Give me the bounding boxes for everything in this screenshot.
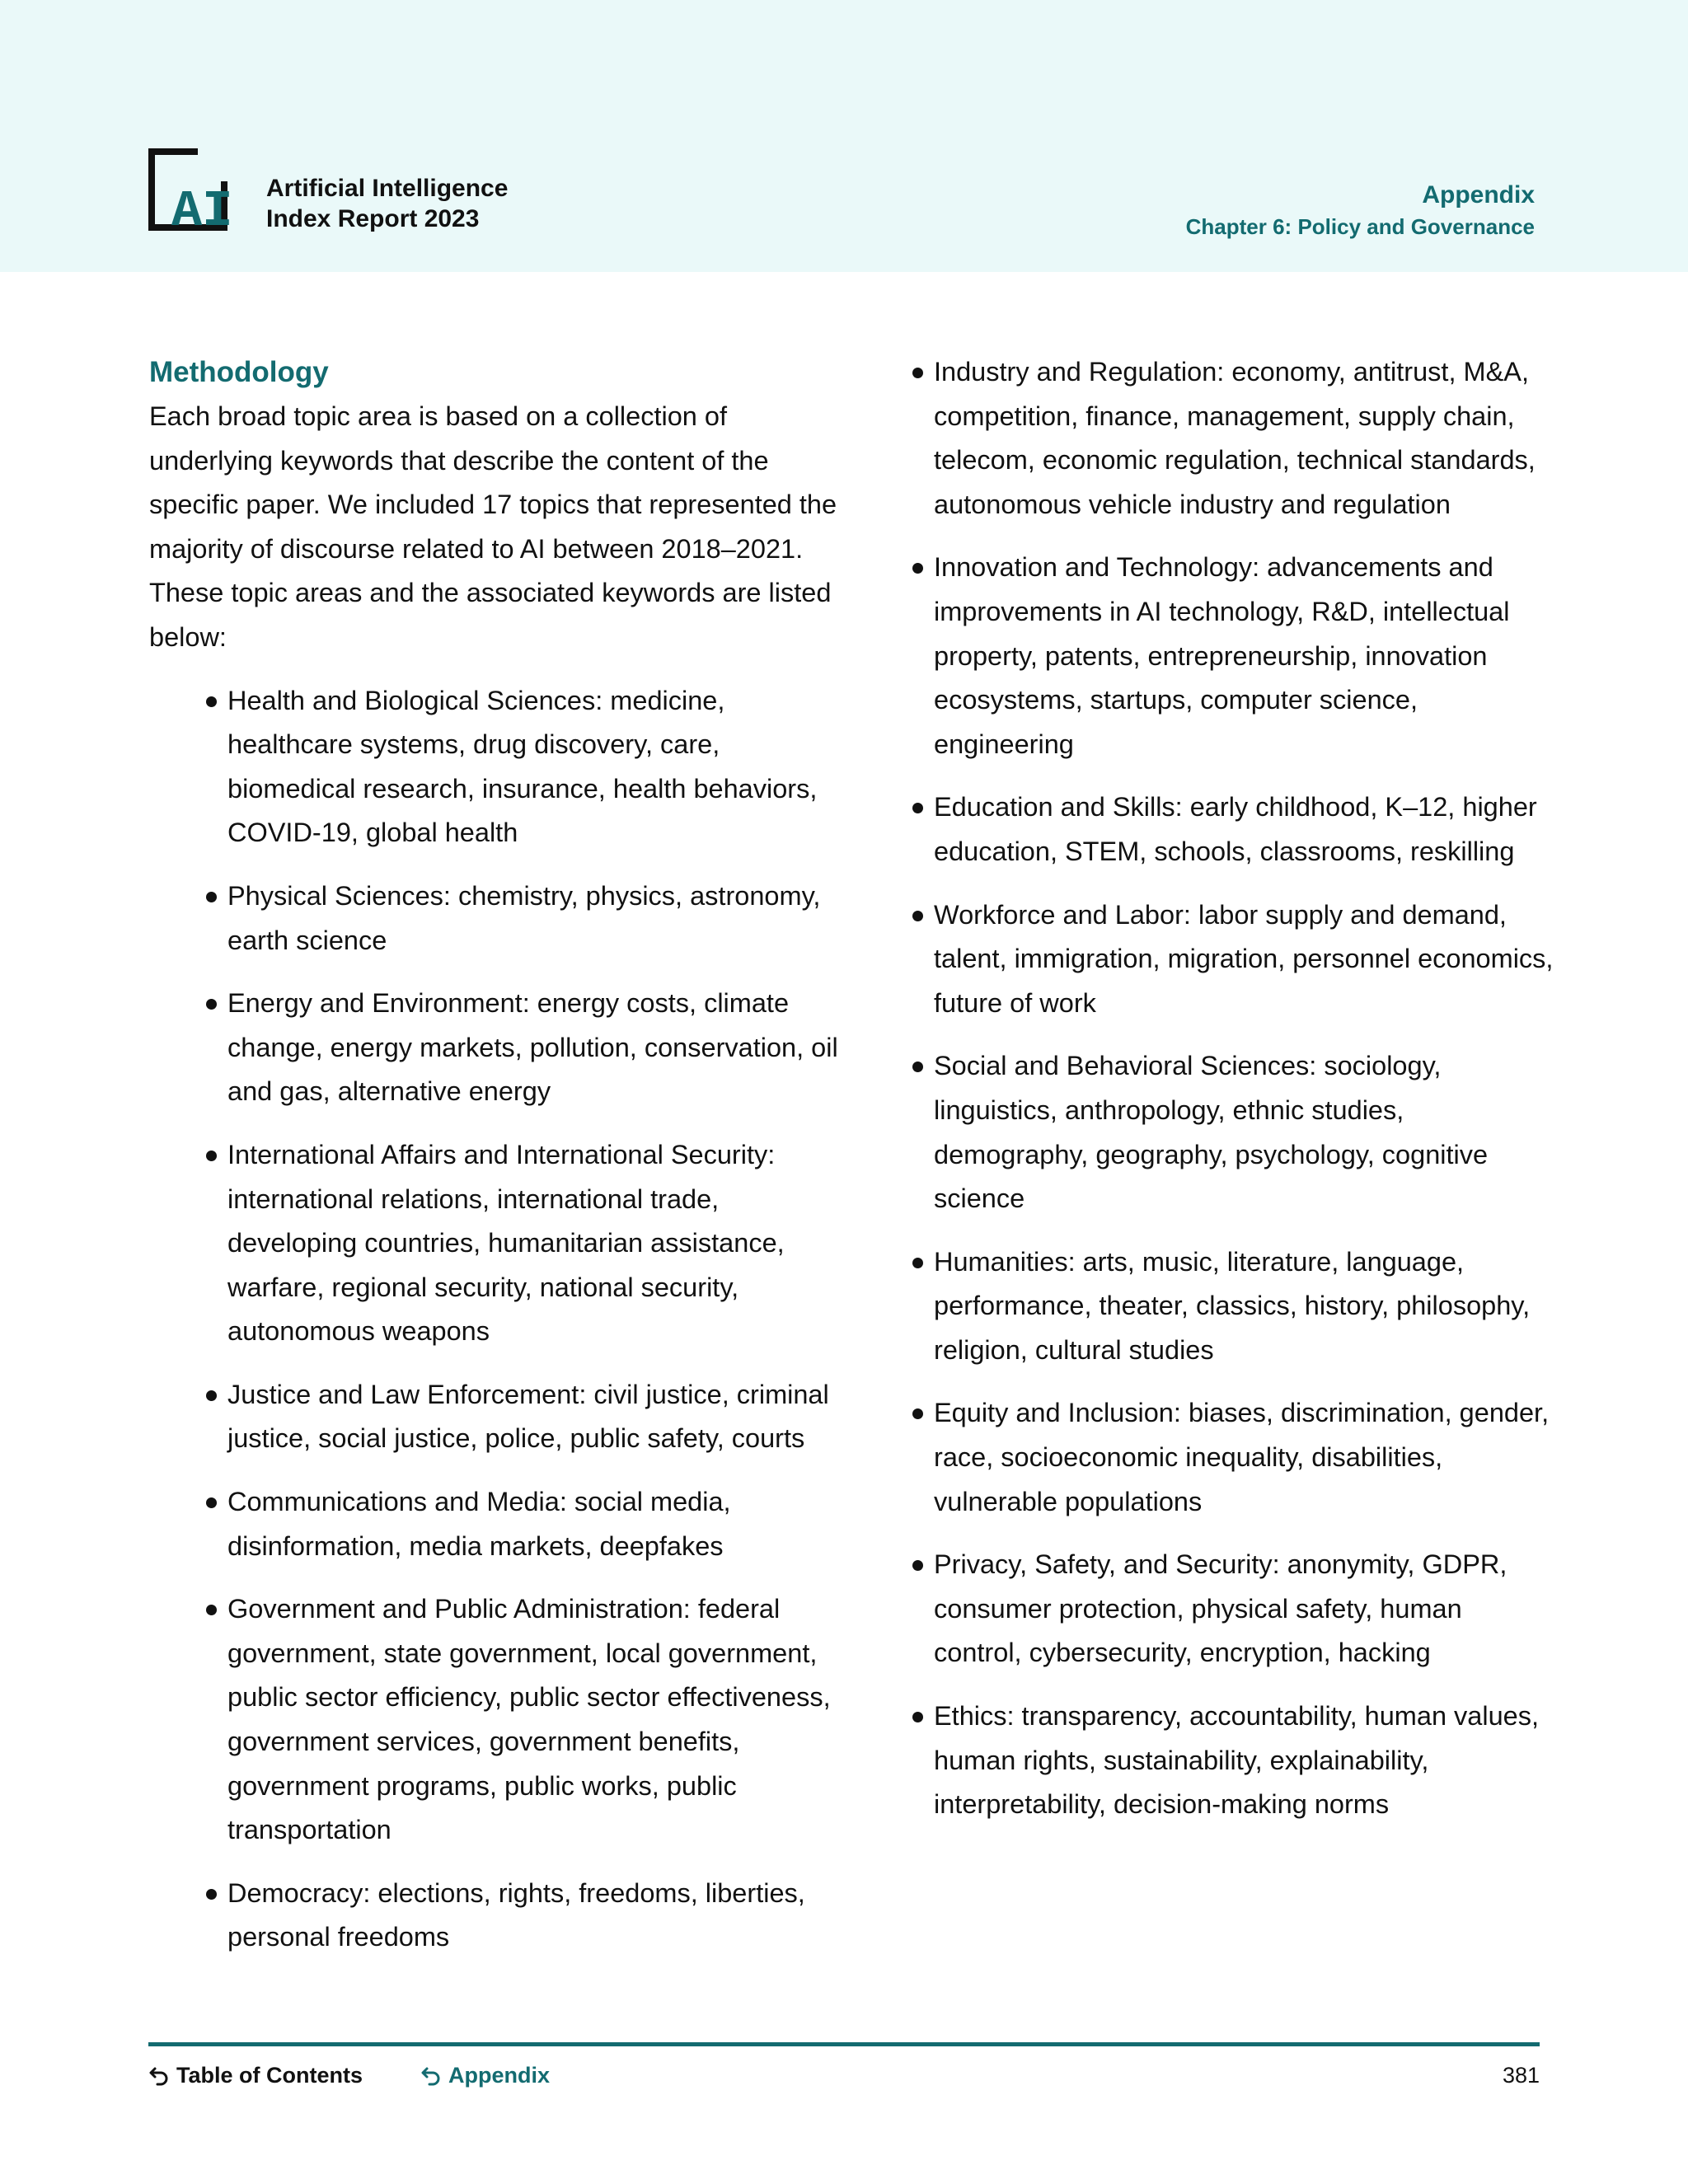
list-item: Communications and Media: social media, disinformation, media markets, deepfakes: [204, 1480, 842, 1568]
list-item: Workforce and Labor: labor supply and demand, talent, immigration, migration, personnel economics, future of work: [911, 893, 1554, 1026]
list-item: Innovation and Technology: advancements and improvements in AI technology, R&D, intellectual property, patents, entrepreneurship, innovation ecosystems, startups, computer science, engineering: [911, 546, 1554, 766]
logo-text: AI: [171, 182, 233, 231]
report-title-line1: Artificial Intelligence: [266, 175, 509, 202]
appendix-link[interactable]: [420, 2060, 550, 2090]
list-item: Industry and Regulation: economy, antitrust, M&A, competition, finance, management, supply chain, telecom, economic regulation, technical standards, autonomous vehicle industry and regulation: [911, 350, 1554, 527]
topic-list-left: [149, 679, 842, 1960]
list-item: Democracy: elections, rights, freedoms, liberties, personal freedoms: [204, 1872, 842, 1960]
list-item: Government and Public Administration: federal government, state government, local government, public sector efficiency, public sector effectiveness, government services, government benefits, government programs, public works, public transportation: [204, 1587, 842, 1853]
list-item: Social and Behavioral Sciences: sociology, linguistics, anthropology, ethnic studies, demography, geography, psychology, cognitive science: [911, 1044, 1554, 1221]
return-arrow-icon: [420, 2064, 442, 2086]
section-label: Appendix: [1422, 181, 1535, 209]
list-item: Privacy, Safety, and Security: anonymity, GDPR, consumer protection, physical safety, human control, cybersecurity, encryption, hacking: [911, 1543, 1554, 1675]
chapter-label: Chapter 6: Policy and Governance: [1185, 214, 1535, 239]
list-item: Energy and Environment: energy costs, climate change, energy markets, pollution, conservation, oil and gas, alternative energy: [204, 982, 842, 1114]
breadcrumb: [1186, 180, 1535, 242]
return-arrow-icon: [148, 2064, 170, 2086]
ai-index-logo: [148, 148, 241, 231]
list-item: Humanities: arts, music, literature, language, performance, theater, classics, history, philosophy, religion, cultural studies: [911, 1240, 1554, 1373]
list-item: Health and Biological Sciences: medicine, healthcare systems, drug discovery, care, biomedical research, insurance, health behaviors, COVID-19, global health: [204, 679, 842, 855]
methodology-intro: Each broad topic area is based on a collection of underlying keywords that describe the content of the specific paper. We included 17 topics that represented the majority of discourse related to AI between 2018–2021. These topic areas and the associated keywords are listed below:: [149, 401, 837, 652]
list-item: Justice and Law Enforcement: civil justice, criminal justice, social justice, police, public safety, courts: [204, 1373, 842, 1461]
page-number: 381: [1502, 2063, 1540, 2088]
methodology-title: Methodology: [149, 356, 329, 388]
appendix-label: Appendix: [448, 2063, 551, 2088]
table-of-contents-link[interactable]: [148, 2060, 363, 2090]
page-header: [0, 0, 1688, 272]
list-item: Ethics: transparency, accountability, human values, human rights, sustainability, explainability, interpretability, decision-making norms: [911, 1694, 1554, 1827]
report-title-line2: Index Report 2023: [266, 205, 480, 232]
toc-label: Table of Contents: [176, 2063, 363, 2088]
report-title: [266, 173, 508, 234]
list-item: International Affairs and International Security: international relations, international trade, developing countries, humanitarian assistance, warfare, regional security, national security, autonomous weapons: [204, 1133, 842, 1354]
list-item: Physical Sciences: chemistry, physics, astronomy, earth science: [204, 874, 842, 963]
right-column: [911, 350, 1554, 1846]
list-item: Equity and Inclusion: biases, discrimination, gender, race, socioeconomic inequality, disabilities, vulnerable populations: [911, 1391, 1554, 1524]
footer-divider: [148, 2042, 1540, 2046]
topic-list-right: [911, 350, 1554, 1827]
list-item: Education and Skills: early childhood, K–12, higher education, STEM, schools, classrooms, reskilling: [911, 785, 1554, 874]
left-column: [149, 350, 842, 1979]
